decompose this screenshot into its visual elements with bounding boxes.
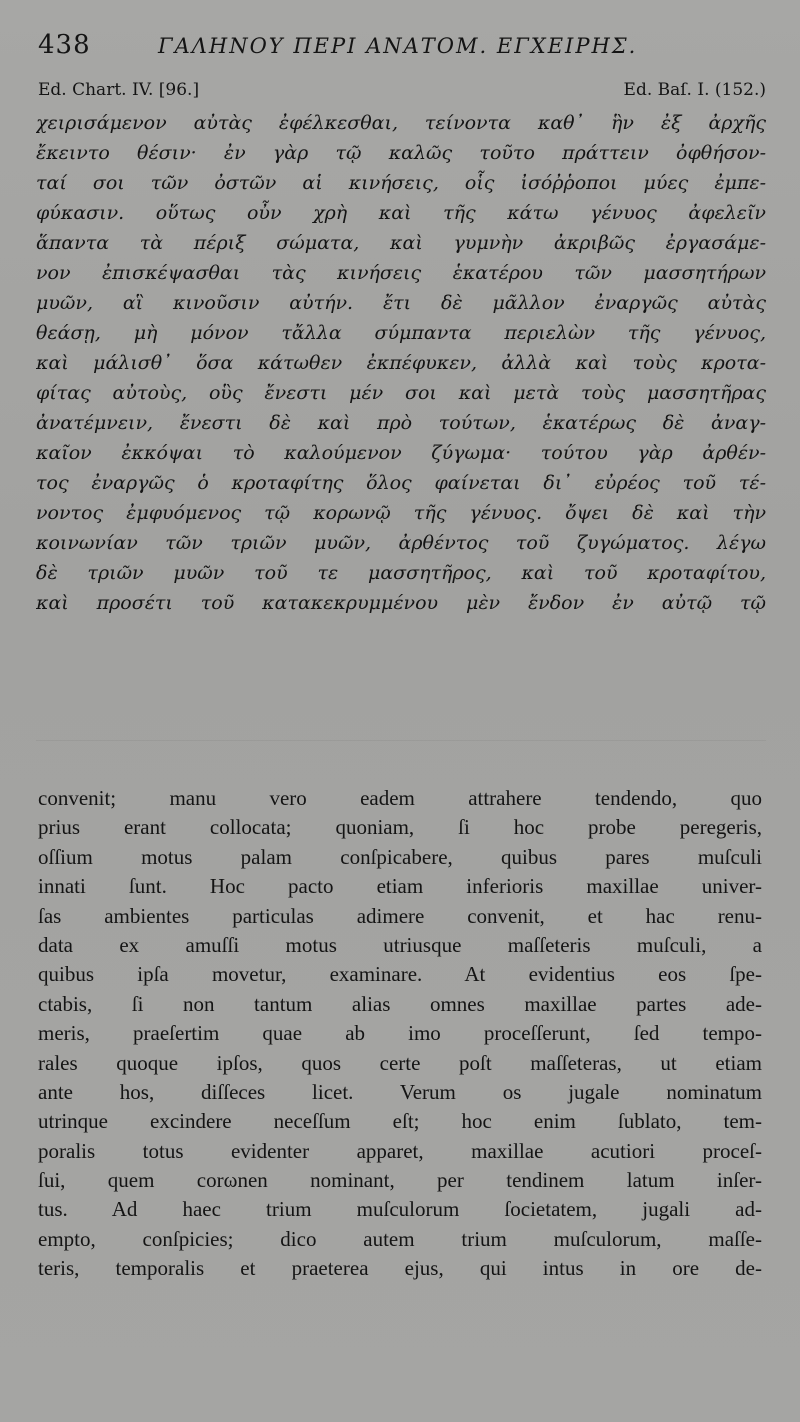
latin-line: innati ſunt. Hoc pacto etiam inferioris maxillae univer- <box>38 874 762 899</box>
page-number: 438 <box>38 30 91 60</box>
latin-line: utrinque excindere neceſſum eſt; hoc enim ſublato, tem- <box>38 1109 762 1134</box>
edition-references <box>38 80 766 108</box>
latin-line: meris, praeſertim quae ab imo proceſſerunt, ſed tempo- <box>38 1021 762 1046</box>
greek-line: δὲ τριῶν μυῶν τοῦ τε μασσητῆρος, καὶ τοῦ κροταφίτου, <box>36 562 766 584</box>
latin-line: oſſium motus palam conſpicabere, quibus pares muſculi <box>38 844 762 869</box>
edition-reference-chart: Ed. Chart. IV. [96.] <box>38 80 200 100</box>
greek-line: κοινωνίαν τῶν τριῶν μυῶν, ἀρθέντος τοῦ ζυγώματος. λέγω <box>36 532 766 554</box>
greek-line: ἅπαντα τὰ πέριξ σώματα, καὶ γυμνὴν ἀκριβῶς ἐργασάμε- <box>36 232 766 254</box>
greek-line: ἀνατέμνειν, ἔνεστι δὲ καὶ πρὸ τούτων, ἑκατέρως δὲ ἀναγ- <box>36 412 766 434</box>
greek-line: χειρισάμενον αὐτὰς ἐφέλκεσθαι, τείνοντα καθ᾽ ἣν ἐξ ἀρχῆς <box>36 112 766 134</box>
latin-line: quibus ipſa movetur, examinare. At evidentius eos ſpe- <box>38 962 762 987</box>
latin-line: tus. Ad haec trium muſculorum ſocietatem, jugali ad- <box>38 1197 762 1222</box>
greek-line: μυῶν, αἳ κινοῦσιν αὐτήν. ἔτι δὲ μᾶλλον ἐναργῶς αὐτὰς <box>36 292 766 314</box>
greek-line: καὶ μάλισθ᾽ ὅσα κάτωθεν ἐκπέφυκεν, ἀλλὰ καὶ τοὺς κροτα- <box>36 352 766 374</box>
latin-line: empto, conſpicies; dico autem trium muſculorum, maſſe- <box>38 1226 762 1251</box>
latin-line: prius erant collocata; quoniam, ſi hoc probe peregeris, <box>38 815 762 840</box>
greek-line: φύκασιν. οὕτως οὖν χρὴ καὶ τῆς κάτω γένυος ἀφελεῖν <box>36 202 766 224</box>
latin-text-block <box>38 784 762 1284</box>
greek-line: καὶ προσέτι τοῦ κατακεκρυμμένου μὲν ἔνδον ἐν αὐτῷ τῷ <box>36 592 766 614</box>
running-title: ΓΑΛΗΝΟΥ ΠΕΡΙ ΑΝΑΤΟΜ. ΕΓΧΕΙΡΗΣ. <box>158 34 638 58</box>
bleed-through-shadow <box>36 740 766 741</box>
running-head <box>38 30 768 66</box>
latin-line: ſui, quem corωnen nominant, per tendinem latum inſer- <box>38 1168 762 1193</box>
greek-line: νοντος ἐμφυόμενος τῷ κορωνῷ τῆς γένυος. ὄψει δὲ καὶ τὴν <box>36 502 766 524</box>
greek-line: νον ἐπισκέψασθαι τὰς κινήσεις ἑκατέρου τῶν μασσητήρων <box>36 262 766 284</box>
greek-line: ταί σοι τῶν ὀστῶν αἱ κινήσεις, οἷς ἰσόῤῥοποι μύες ἐμπε- <box>36 172 766 194</box>
greek-line: φίτας αὐτοὺς, οὓς ἔνεστι μέν σοι καὶ μετὰ τοὺς μασσητῆρας <box>36 382 766 404</box>
edition-reference-basel: Ed. Baſ. I. (152.) <box>623 80 766 100</box>
greek-text-block <box>36 108 766 618</box>
greek-line: καῖον ἐκκόψαι τὸ καλούμενον ζύγωμα· τούτου γὰρ ἀρθέν- <box>36 442 766 464</box>
greek-line: ἔκειντο θέσιν· ἐν γὰρ τῷ καλῶς τοῦτο πράττειν ὀφθήσον- <box>36 142 766 164</box>
latin-line: poralis totus evidenter apparet, maxillae acutiori proceſ- <box>38 1138 762 1163</box>
latin-line: convenit; manu vero eadem attrahere tendendo, quo <box>38 786 762 810</box>
latin-line: ctabis, ſi non tantum alias omnes maxillae partes ade- <box>38 991 762 1016</box>
latin-line: ante hos, diſſeces licet. Verum os jugale nominatum <box>38 1079 762 1104</box>
greek-line: τος ἐναργῶς ὁ κροταφίτης ὅλος φαίνεται δι᾽ εὐρέος τοῦ τέ- <box>36 472 766 494</box>
latin-line: ſas ambientes particulas adimere convenit, et hac renu- <box>38 903 762 928</box>
latin-line: rales quoque ipſos, quos certe poſt maſſeteras, ut etiam <box>38 1050 762 1075</box>
greek-line: θεάσῃ, μὴ μόνον τἄλλα σύμπαντα περιελὼν τῆς γένυος, <box>36 322 766 344</box>
latin-line: data ex amuſſi motus utriusque maſſeteris muſculi, a <box>38 932 762 957</box>
latin-line: teris, temporalis et praeterea ejus, qui intus in ore de- <box>38 1256 762 1281</box>
